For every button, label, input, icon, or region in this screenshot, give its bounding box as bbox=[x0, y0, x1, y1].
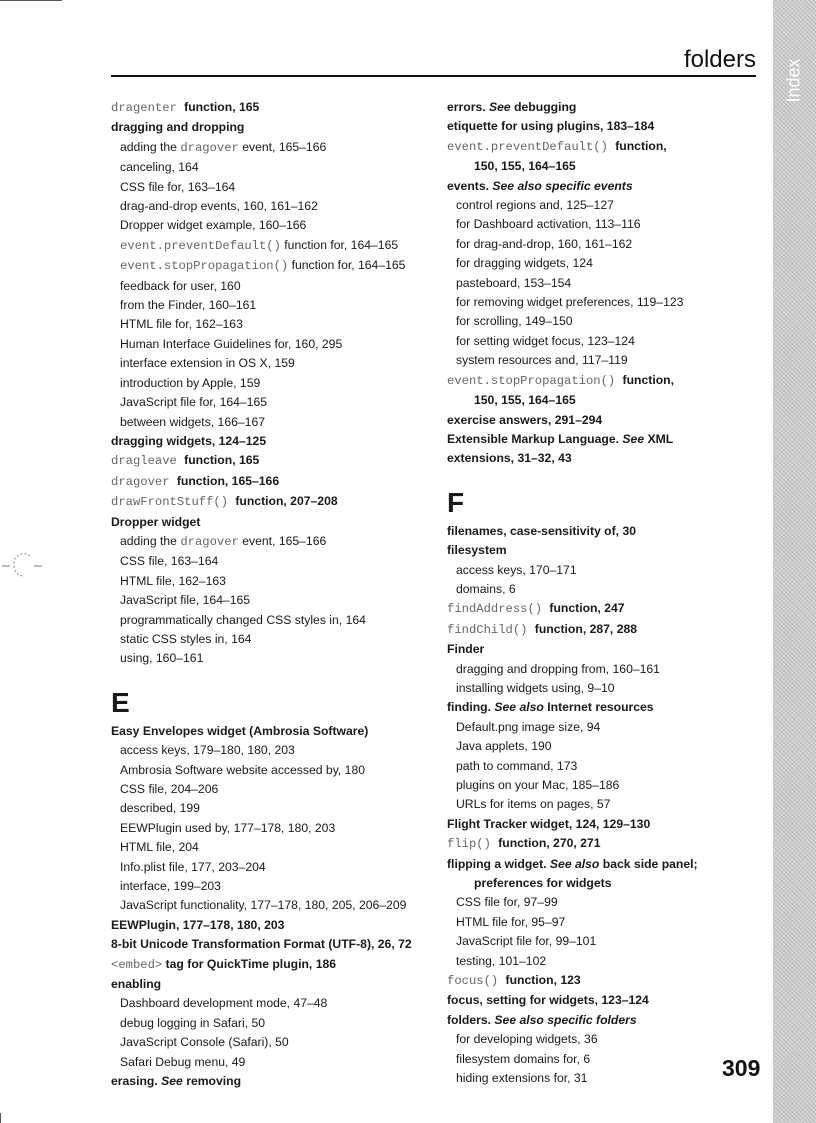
code-term: findChild() bbox=[447, 622, 535, 637]
entry-text: HTML file for, 95–97 bbox=[456, 914, 566, 929]
index-subentry bbox=[447, 274, 767, 293]
code-term: <embed> bbox=[111, 957, 163, 972]
index-entry bbox=[447, 1011, 767, 1030]
index-subentry bbox=[447, 737, 767, 756]
entry-text: for developing widgets, 36 bbox=[456, 1032, 598, 1047]
index-subentry bbox=[111, 374, 431, 393]
index-entry bbox=[111, 916, 431, 935]
entry-text: debug logging in Safari, 50 bbox=[120, 1015, 266, 1030]
entry-text: drag-and-drop events, 160, 161–162 bbox=[120, 199, 318, 214]
entry-text: JavaScript file, 164–165 bbox=[120, 593, 251, 608]
entry-text: for Dashboard activation, 113–116 bbox=[456, 217, 641, 232]
entry-text: interface extension in OS X, 159 bbox=[120, 356, 295, 371]
entry-text: Ambrosia Software website accessed by, 180 bbox=[120, 762, 365, 777]
entry-text: JavaScript file for, 164–165 bbox=[120, 395, 268, 410]
entry-text: specific events bbox=[545, 178, 633, 193]
entry-text: Finder bbox=[447, 642, 485, 657]
entry-text: JavaScript Console (Safari), 50 bbox=[120, 1035, 289, 1050]
entry-text: Dropper widget bbox=[111, 514, 201, 529]
entry-text: debugging bbox=[510, 100, 577, 114]
index-subentry bbox=[111, 838, 431, 857]
index-entry bbox=[447, 541, 767, 560]
entry-text: static CSS styles in, 164 bbox=[120, 631, 252, 646]
entry-text: filesystem bbox=[447, 543, 507, 558]
index-subentry bbox=[111, 216, 431, 235]
index-subentry bbox=[111, 296, 431, 315]
entry-text: programmatically changed CSS styles in, 164 bbox=[120, 612, 366, 627]
entry-text: exercise answers, 291–294 bbox=[447, 412, 603, 427]
entry-text: Dropper widget example, 160–166 bbox=[120, 218, 307, 233]
index-entry bbox=[447, 411, 767, 430]
index-subentry bbox=[111, 158, 431, 177]
entry-text: function, 270, 271 bbox=[498, 836, 601, 851]
index-subentry bbox=[447, 235, 767, 254]
entry-text: EEWPlugin used by, 177–178, 180, 203 bbox=[120, 820, 336, 835]
entry-text: function, 207–208 bbox=[235, 494, 338, 509]
entry-text: adding the bbox=[120, 533, 181, 548]
entry-text: 150, 155, 164–165 bbox=[474, 159, 576, 174]
entry-text: testing, 101–102 bbox=[456, 953, 547, 968]
entry-text: filenames, case-sensitivity of, 30 bbox=[447, 523, 636, 538]
entry-text: Internet resources bbox=[543, 700, 654, 715]
index-subentry bbox=[111, 256, 431, 276]
index-subentry bbox=[447, 1050, 767, 1069]
index-entry bbox=[111, 935, 431, 954]
entry-text: HTML file, 204 bbox=[120, 840, 199, 855]
entry-text: function, bbox=[622, 372, 674, 387]
entry-text: installing widgets using, 9–10 bbox=[456, 680, 615, 695]
entry-text: control regions and, 125–127 bbox=[456, 198, 614, 213]
index-subentry bbox=[111, 138, 431, 158]
entry-text: function, bbox=[615, 138, 667, 153]
entry-text: CSS file for, 97–99 bbox=[456, 895, 558, 910]
index-subentry bbox=[111, 178, 431, 197]
index-subentry bbox=[447, 293, 767, 312]
index-entry bbox=[111, 955, 431, 975]
entry-text: See bbox=[161, 1074, 183, 1089]
entry-text: Safari Debug menu, 49 bbox=[120, 1054, 246, 1069]
entry-text: finding. bbox=[447, 700, 495, 715]
index-subentry bbox=[111, 236, 431, 256]
entry-text: Flight Tracker widget, 124, 129–130 bbox=[447, 816, 651, 831]
index-subentry bbox=[447, 215, 767, 234]
entry-text: event, 165–166 bbox=[238, 139, 327, 154]
index-entry bbox=[447, 620, 767, 640]
entry-text: access keys, 170–171 bbox=[456, 562, 577, 577]
entry-text: errors. bbox=[447, 100, 490, 114]
entry-text: function, 165–166 bbox=[176, 473, 280, 488]
entry-text: dragging widgets, 124–125 bbox=[111, 433, 267, 448]
index-subentry bbox=[447, 932, 767, 951]
entry-text: URLs for items on pages, 57 bbox=[456, 797, 611, 812]
code-term: event.preventDefault() bbox=[120, 238, 281, 253]
crop-mark bbox=[0, 0, 62, 1]
entry-text: function, 247 bbox=[549, 601, 625, 616]
entry-text: function, 123 bbox=[505, 973, 581, 988]
entry-text: function, 165 bbox=[184, 100, 260, 114]
index-entry bbox=[111, 98, 431, 118]
index-subentry bbox=[111, 552, 431, 571]
entry-text: function, 165 bbox=[184, 453, 260, 468]
index-subentry bbox=[111, 413, 431, 432]
entry-text: Easy Envelopes widget (Ambrosia Software) bbox=[111, 723, 369, 738]
section-letter bbox=[447, 488, 767, 518]
index-subentry bbox=[447, 1069, 767, 1088]
entry-text: Dashboard development mode, 47–48 bbox=[120, 996, 328, 1011]
entry-text: Extensible Markup Language. bbox=[447, 431, 623, 446]
entry-text: preferences for widgets bbox=[474, 876, 612, 891]
entry-text: HTML file, 162–163 bbox=[120, 573, 226, 588]
index-column-left bbox=[111, 98, 431, 1092]
entry-text: JavaScript file for, 99–101 bbox=[456, 934, 597, 949]
entry-text: See bbox=[622, 431, 645, 446]
entry-text: event, 165–166 bbox=[238, 533, 327, 548]
index-subentry bbox=[111, 572, 431, 591]
index-subentry bbox=[111, 354, 431, 373]
entry-text: domains, 6 bbox=[456, 581, 516, 596]
entry-text: F bbox=[447, 486, 465, 518]
index-entry bbox=[447, 137, 767, 157]
entry-text: function for, 164–165 bbox=[288, 258, 406, 273]
code-term: dragover bbox=[180, 534, 239, 549]
entry-text: function, 287, 288 bbox=[534, 621, 638, 636]
index-subentry bbox=[447, 795, 767, 814]
code-term: dragover bbox=[180, 140, 239, 155]
entry-text: CSS file, 204–206 bbox=[120, 782, 219, 796]
entry-text: for scrolling, 149–150 bbox=[456, 314, 573, 329]
entry-text: etiquette for using plugins, 183–184 bbox=[447, 119, 655, 134]
entry-text: HTML file for, 162–163 bbox=[120, 317, 243, 332]
entry-text: for setting widget focus, 123–124 bbox=[456, 333, 635, 348]
index-subentry bbox=[447, 718, 767, 737]
index-entry bbox=[447, 430, 767, 449]
section-letter bbox=[111, 688, 431, 718]
entry-text: removing bbox=[182, 1074, 242, 1089]
entry-text: enabling bbox=[111, 977, 162, 992]
index-entry bbox=[447, 177, 767, 196]
code-term: event.preventDefault() bbox=[447, 139, 616, 154]
index-subentry bbox=[447, 776, 767, 795]
index-subentry bbox=[111, 591, 431, 610]
entry-text: events. bbox=[447, 178, 493, 193]
entry-text: focus, setting for widgets, 123–124 bbox=[447, 993, 649, 1008]
entry-text: XML bbox=[644, 431, 674, 446]
entry-text: system resources and, 117–119 bbox=[456, 353, 628, 368]
index-subentry bbox=[111, 630, 431, 649]
code-term: drawFrontStuff() bbox=[111, 495, 236, 510]
index-subentry bbox=[447, 1030, 767, 1049]
entry-text: Info.plist file, 177, 203–204 bbox=[120, 859, 266, 874]
index-entry bbox=[447, 522, 767, 541]
entry-text: CSS file for, 163–164 bbox=[120, 179, 236, 194]
entry-text: See bbox=[489, 100, 511, 114]
code-term: event.stopPropagation() bbox=[447, 373, 623, 388]
index-entry bbox=[111, 1072, 431, 1091]
code-term: focus() bbox=[447, 974, 506, 989]
entry-text: back side panel; bbox=[599, 856, 698, 871]
index-subentry bbox=[111, 1033, 431, 1052]
entry-text: See also bbox=[494, 1012, 544, 1027]
entry-text: dragging and dropping bbox=[111, 120, 245, 135]
index-subentry bbox=[447, 254, 767, 273]
entry-text: Default.png image size, 94 bbox=[456, 719, 601, 734]
entry-text: tag for QuickTime plugin, 186 bbox=[162, 956, 337, 971]
index-entry bbox=[447, 815, 767, 834]
entry-text: extensions, 31–32, 43 bbox=[447, 451, 572, 466]
entry-text: for removing widget preferences, 119–123 bbox=[456, 295, 684, 310]
index-subentry bbox=[447, 679, 767, 698]
index-subentry bbox=[447, 913, 767, 932]
index-subentry bbox=[111, 197, 431, 216]
index-thumb-tab-label: Index bbox=[783, 57, 804, 103]
entry-text: EEWPlugin, 177–178, 180, 203 bbox=[111, 917, 285, 932]
index-subentry bbox=[447, 893, 767, 912]
index-subentry bbox=[447, 351, 767, 370]
index-subentry bbox=[111, 799, 431, 818]
index-subentry bbox=[111, 1014, 431, 1033]
index-entry bbox=[447, 599, 767, 619]
index-entry bbox=[111, 451, 431, 471]
entry-text: plugins on your Mac, 185–186 bbox=[456, 778, 620, 792]
index-subentry bbox=[447, 312, 767, 331]
index-subentry bbox=[111, 741, 431, 760]
index-subentry bbox=[111, 611, 431, 630]
entry-text: for dragging widgets, 124 bbox=[456, 256, 593, 271]
entry-text: specific folders bbox=[547, 1012, 637, 1027]
index-entry-continuation bbox=[447, 391, 767, 410]
entry-text: dragging and dropping from, 160–161 bbox=[456, 661, 660, 676]
index-subentry bbox=[111, 896, 431, 915]
entry-text: See also bbox=[492, 178, 542, 193]
index-subentry bbox=[447, 660, 767, 679]
code-term: event.stopPropagation() bbox=[120, 259, 289, 274]
index-subentry bbox=[111, 277, 431, 296]
index-entry bbox=[111, 118, 431, 137]
entry-text: flipping a widget. bbox=[447, 856, 550, 871]
index-entry bbox=[447, 834, 767, 854]
index-entry bbox=[111, 513, 431, 532]
running-header bbox=[111, 45, 756, 75]
index-entry bbox=[447, 449, 767, 468]
code-term: findAddress() bbox=[447, 602, 550, 617]
index-entry-continuation bbox=[447, 157, 767, 176]
index-subentry bbox=[447, 580, 767, 599]
index-subentry bbox=[447, 332, 767, 351]
entry-text: path to command, 173 bbox=[456, 758, 578, 773]
code-term: dragover bbox=[111, 474, 177, 489]
index-subentry bbox=[111, 780, 431, 799]
entry-text: introduction by Apple, 159 bbox=[120, 375, 261, 390]
index-thumb-tab-label-box bbox=[774, 55, 814, 105]
entry-text: CSS file, 163–164 bbox=[120, 554, 219, 569]
entry-text: E bbox=[111, 686, 130, 718]
index-entry bbox=[111, 472, 431, 492]
index-entry bbox=[111, 722, 431, 741]
index-thumb-tab bbox=[773, 0, 816, 1123]
entry-text: interface, 199–203 bbox=[120, 879, 221, 894]
entry-text: feedback for user, 160 bbox=[120, 278, 241, 293]
entry-text: for drag-and-drop, 160, 161–162 bbox=[456, 236, 633, 251]
index-entry bbox=[447, 117, 767, 136]
header-rule bbox=[111, 75, 756, 77]
entry-text: hiding extensions for, 31 bbox=[456, 1071, 588, 1086]
entry-text: described, 199 bbox=[120, 801, 200, 816]
index-entry bbox=[111, 975, 431, 994]
index-entry bbox=[447, 991, 767, 1010]
entry-text: between widgets, 166–167 bbox=[120, 414, 266, 429]
index-subentry bbox=[111, 877, 431, 896]
index-entry bbox=[447, 971, 767, 991]
index-entry bbox=[111, 432, 431, 451]
index-subentry bbox=[111, 649, 431, 668]
entry-text: filesystem domains for, 6 bbox=[456, 1051, 591, 1066]
entry-text: folders. bbox=[447, 1012, 495, 1027]
index-entry bbox=[447, 698, 767, 717]
code-term: dragenter bbox=[111, 101, 185, 115]
entry-text: adding the bbox=[120, 139, 181, 154]
index-subentry bbox=[111, 532, 431, 552]
index-subentry bbox=[111, 393, 431, 412]
entry-text: See also bbox=[494, 700, 544, 715]
entry-text: 8-bit Unicode Transformation Format (UTF-8), 26, 72 bbox=[111, 937, 412, 952]
index-entry-continuation bbox=[447, 874, 767, 893]
index-entry bbox=[447, 98, 767, 117]
code-term: dragleave bbox=[111, 454, 185, 469]
entry-text: pasteboard, 153–154 bbox=[456, 275, 572, 290]
index-subentry bbox=[111, 819, 431, 838]
index-subentry bbox=[111, 858, 431, 877]
crop-mark bbox=[0, 1113, 1, 1123]
index-column-right bbox=[447, 98, 767, 1089]
index-subentry bbox=[111, 994, 431, 1013]
entry-text: See also bbox=[549, 856, 600, 871]
entry-text: erasing. bbox=[111, 1074, 162, 1089]
page-number: 309 bbox=[722, 1055, 761, 1081]
index-subentry bbox=[447, 196, 767, 215]
registration-mark bbox=[0, 548, 44, 584]
entry-text: Human Interface Guidelines for, 160, 295 bbox=[120, 336, 343, 351]
entry-text: access keys, 179–180, 180, 203 bbox=[120, 743, 295, 758]
index-subentry bbox=[111, 761, 431, 780]
entry-text: canceling, 164 bbox=[120, 160, 199, 175]
entry-text: 150, 155, 164–165 bbox=[474, 393, 576, 408]
entry-text: Java applets, 190 bbox=[456, 739, 552, 754]
entry-text: function for, 164–165 bbox=[280, 237, 399, 252]
entry-text: from the Finder, 160–161 bbox=[120, 298, 257, 313]
index-entry bbox=[447, 371, 767, 391]
index-subentry bbox=[447, 952, 767, 971]
index-subentry bbox=[447, 757, 767, 776]
entry-text: JavaScript functionality, 177–178, 180, 205, 206–209 bbox=[120, 898, 407, 913]
code-term: flip() bbox=[447, 837, 499, 852]
running-header-title: folders bbox=[683, 46, 756, 73]
index-entry bbox=[447, 640, 767, 659]
index-subentry bbox=[447, 561, 767, 580]
entry-text: using, 160–161 bbox=[120, 651, 204, 666]
index-entry bbox=[111, 492, 431, 512]
index-subentry bbox=[111, 1053, 431, 1072]
index-subentry bbox=[111, 335, 431, 354]
index-entry bbox=[447, 855, 767, 874]
index-subentry bbox=[111, 315, 431, 334]
